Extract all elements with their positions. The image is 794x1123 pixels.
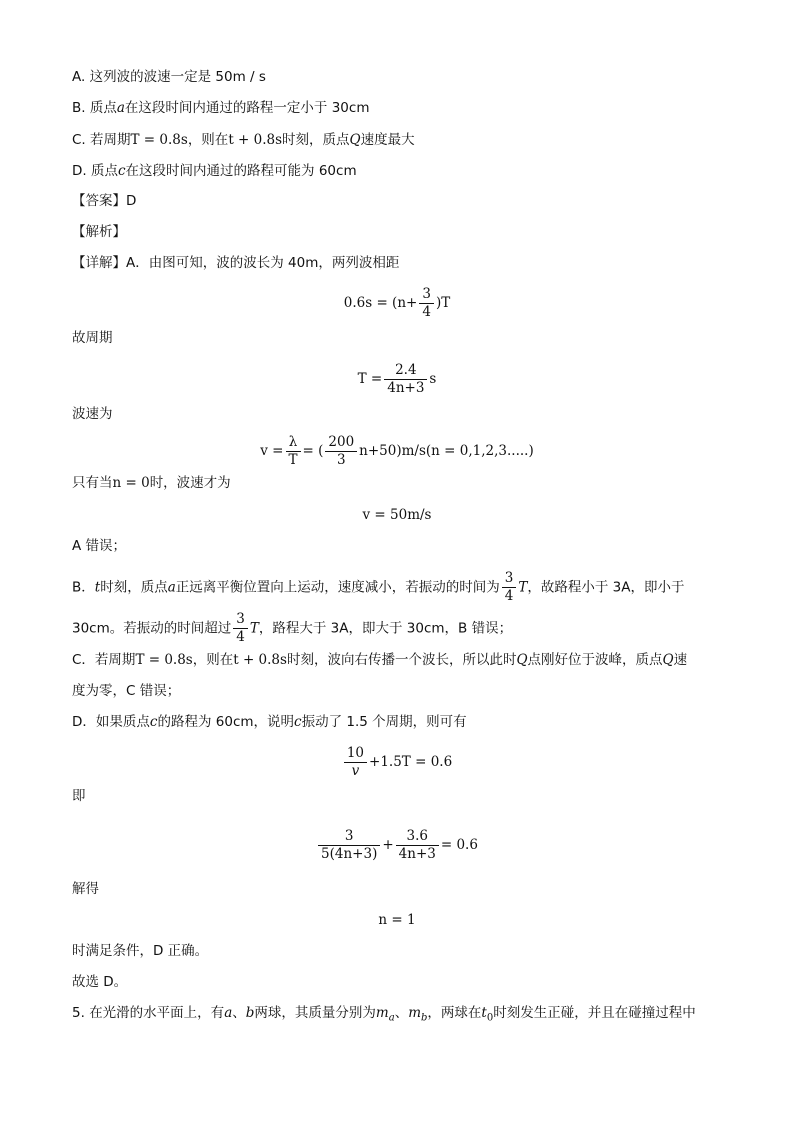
eq6-num2: 3.6 [396, 828, 439, 846]
eq5-frac [344, 745, 367, 780]
eq2-den: 4n+3 [387, 380, 425, 396]
option-c-formula1: T = 0.8s [130, 132, 188, 148]
option-c-var: Q [349, 132, 361, 148]
d-line1-c2: c [294, 714, 302, 730]
eq6-plus: + [382, 837, 394, 853]
answer-tag: 【答案】 [72, 193, 126, 209]
answer-value: D [126, 193, 137, 209]
option-c-post: 速度最大 [360, 132, 415, 148]
option-d-post: 在这段时间内通过的路程可能为 60cm [125, 163, 357, 179]
detail-a-intro-text: A．由图可知，波的波长为 40m，两列波相距 [126, 255, 400, 271]
d-line1-pre: D．如果质点 [72, 714, 150, 730]
a-wrong-text: A 错误； [72, 538, 127, 554]
b-line1-frac [502, 570, 517, 605]
eq6-rhs: = 0.6 [440, 837, 478, 853]
b-line2-post: ，路程大于 3A，即大于 30cm，B 错误； [258, 620, 513, 637]
speed-label-text: 波速为 [72, 406, 113, 422]
option-b-var: a [116, 100, 125, 116]
a-wrong-line [72, 536, 126, 556]
c-line1-Q2: Q [662, 652, 674, 668]
option-a-text: 这列波的波速一定是 50m / s [89, 69, 266, 85]
only-when-line [72, 473, 231, 493]
b-line1-a: a [167, 579, 176, 596]
b-line1-t: t [94, 579, 101, 596]
eq2-lhs: T = [357, 371, 383, 387]
b-line1-mid: 时刻，质点 [100, 579, 168, 596]
ji-line [72, 786, 86, 806]
eq1-lhs: 0.6s = (n+ [343, 295, 418, 311]
eq1-rhs: )T [435, 295, 451, 311]
eq3-rhs: n+50)m/s(n = 0,1,2,3.....) [359, 443, 534, 459]
option-b-label: B. [72, 100, 86, 116]
equation-6 [0, 828, 794, 863]
eq3-mid: = ( [302, 443, 324, 459]
jiede-text: 解得 [72, 881, 99, 897]
b-line2-pre: 30cm。若振动的时间超过 [72, 620, 232, 637]
only-when-post: 时，波速才为 [149, 475, 231, 491]
conclusion-text: 时满足条件，D 正确。 [72, 943, 209, 959]
q5-post: 时刻发生正碰，并且在碰撞过程中 [493, 1005, 696, 1021]
option-d-label: D. [72, 163, 87, 179]
c-line1-mid: ，则在 [192, 652, 234, 668]
b-line1-mid2: 正远离平衡位置向上运动，速度减小，若振动的时间为 [175, 579, 500, 596]
option-b-pre: 质点 [89, 100, 117, 116]
eq1-den: 4 [422, 304, 431, 320]
eq6-frac2 [396, 828, 439, 863]
c-line2-text: 度为零，C 错误； [72, 683, 181, 699]
eq3-frac2 [325, 434, 357, 469]
b-frac-den: 4 [504, 588, 514, 604]
eq2-frac [384, 362, 427, 397]
q5-t0: t [481, 1005, 487, 1021]
eq3-frac1 [286, 434, 301, 469]
q5-comma: 、 [394, 1005, 409, 1021]
jiede-line [72, 879, 99, 899]
detail-b-line2 [72, 611, 512, 646]
c-line1-post: 速 [673, 652, 688, 668]
eq2-num: 2.4 [384, 362, 427, 380]
q5-number: 5. [72, 1005, 85, 1021]
speed-label [72, 404, 113, 424]
c-line1-f2: t + 0.8s [233, 652, 287, 668]
eq3-num1: λ [286, 434, 301, 452]
eq7-text: n = 1 [378, 912, 416, 928]
eq5-rhs: +1.5T = 0.6 [369, 754, 453, 770]
only-when-pre: 只有当 [72, 475, 113, 491]
option-a-label: A. [72, 69, 86, 85]
d-line1-post: 振动了 1.5 个周期，则可有 [301, 714, 467, 730]
q5-t0-sub: 0 [486, 1012, 494, 1024]
option-b-post: 在这段时间内通过的路程一定小于 30cm [124, 100, 370, 116]
q5-pre: 在光滑的水平面上，有 [89, 1005, 225, 1021]
b-line1-T: T [518, 579, 528, 596]
q5-ma: m [375, 1005, 389, 1021]
eq3-num2: 200 [325, 434, 357, 452]
eq6-num1: 3 [318, 828, 380, 846]
option-b [72, 98, 369, 118]
option-d-pre: 质点 [90, 163, 118, 179]
conclusion-line [72, 941, 208, 961]
option-d-var: c [117, 163, 126, 179]
q5-mb: m [408, 1005, 421, 1021]
q5-mid2: ，两球在 [427, 1005, 482, 1021]
question-5 [72, 1003, 696, 1029]
eq6-frac1 [318, 828, 380, 863]
analysis-line [72, 222, 126, 242]
eq3-den1: T [288, 452, 298, 468]
period-label-text: 故周期 [72, 330, 113, 346]
c-line1-f1: T = 0.8s [135, 652, 193, 668]
b-line2-T: T [249, 620, 259, 637]
period-label [72, 328, 113, 348]
only-when-formula: n = 0 [112, 475, 150, 491]
equation-4 [0, 505, 794, 525]
answer-line [72, 191, 136, 211]
choose-text: 故选 D。 [72, 974, 128, 990]
option-c [72, 130, 415, 150]
q5-mb-sub: b [421, 1012, 428, 1024]
ji-text: 即 [72, 788, 86, 804]
b-line1-pre: B． [72, 579, 95, 596]
equation-5 [0, 745, 794, 780]
analysis-tag: 【解析】 [72, 224, 126, 240]
detail-tag: 【详解】 [72, 255, 126, 271]
option-d [72, 161, 357, 181]
b2-frac-den: 4 [236, 629, 245, 645]
detail-c-line1 [72, 650, 687, 670]
eq1-num: 3 [419, 286, 434, 304]
equation-1 [0, 286, 794, 321]
option-a [72, 67, 266, 87]
eq5-num: 10 [344, 745, 367, 763]
option-c-formula2: t + 0.8s [228, 132, 283, 148]
b2-frac-num: 3 [233, 611, 248, 629]
equation-3 [0, 434, 794, 469]
eq3-lhs: v = [260, 443, 284, 459]
option-c-mid2: 时刻，质点 [282, 132, 350, 148]
d-line1-c: c [149, 714, 158, 730]
b-line2-frac [233, 611, 248, 646]
option-c-label: C. [72, 132, 86, 148]
b-line1-post: ，故路程小于 3A，即小于 [527, 579, 685, 596]
eq1-frac [419, 286, 434, 321]
q5-a: a [224, 1005, 233, 1021]
c-line1-pre: C．若周期 [72, 652, 136, 668]
eq2-unit: s [429, 371, 437, 387]
detail-d-line1 [72, 712, 467, 732]
q5-sep: 、 [232, 1005, 246, 1021]
q5-mid: 两球，其质量分别为 [254, 1005, 376, 1021]
q5-b: b [245, 1005, 255, 1021]
option-c-mid: ，则在 [187, 132, 229, 148]
c-line1-mid2: 时刻，波向右传播一个波长，所以此时 [286, 652, 517, 668]
detail-b-line1 [72, 570, 685, 605]
eq6-den2: 4n+3 [398, 846, 436, 862]
b-frac-num: 3 [502, 570, 517, 588]
choose-line [72, 972, 127, 992]
c-line1-Q: Q [516, 652, 528, 668]
c-line1-mid3: 点刚好位于波峰，质点 [527, 652, 663, 668]
eq4-text: v = 50m/s [362, 507, 432, 523]
eq3-den2: 3 [336, 452, 346, 468]
equation-2 [0, 362, 794, 397]
q5-ma-sub: a [388, 1012, 395, 1024]
detail-c-line2 [72, 681, 180, 701]
eq6-den1: 5(4n+3) [321, 846, 378, 862]
option-c-pre: 若周期 [90, 132, 131, 148]
eq5-den: v [351, 763, 360, 779]
d-line1-mid: 的路程为 60cm，说明 [157, 714, 295, 730]
equation-7 [0, 910, 794, 930]
detail-a-intro [72, 253, 399, 273]
